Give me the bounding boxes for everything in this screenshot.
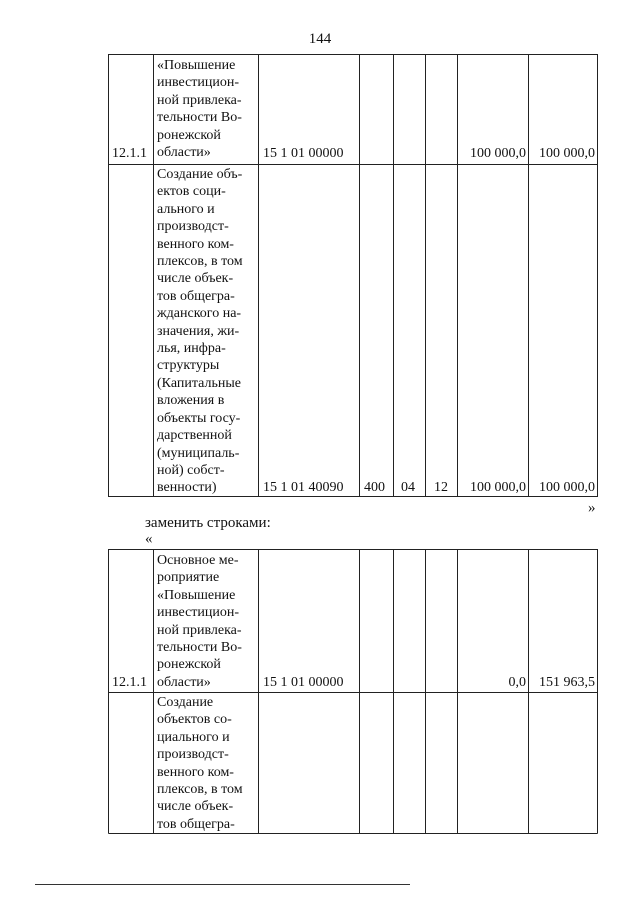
closing-quote: » [588,500,596,516]
new-row-1-name: Основное ме- роприятие «Повышение инвестицион- ной привлека- тельности Во- ронежской области» [157,553,242,690]
old-row-2-classification: 15 1 01 40090 [263,480,344,495]
old-row-1-code: 12.1.1 [112,146,147,161]
old-row-1-value-2: 100 000,0 [539,146,595,161]
new-row-1-code: 12.1.1 [112,675,147,690]
page-number: 144 [308,31,332,47]
old-row-1-name: «Повышение инвестицион- ной привлека- тельности Во- ронежской области» [157,58,242,161]
old-row-2-rz: 04 [401,480,415,495]
replace-instruction: заменить строками: [145,515,271,531]
old-row-2-grbs: 400 [364,480,385,495]
old-row-2-pr: 12 [434,480,448,495]
new-row-1-value-2: 151 963,5 [539,675,595,690]
new-row-2-name: Создание объектов со- циального и производст- венного ком- плексов, в том числе объек- тов общегра- [157,695,243,832]
old-row-2-value-1: 100 000,0 [470,480,526,495]
new-row-1-value-1: 0,0 [508,675,526,690]
old-row-1-classification: 15 1 01 00000 [263,146,344,161]
opening-quote: « [145,531,153,547]
new-row-1-classification: 15 1 01 00000 [263,675,344,690]
old-row-2-name: Создание объ- ектов соци- ального и производст- венного ком- плексов, в том числе объек- тов общегра- жданского на- значения, жи- лья, инфра- структуры (Капитальные вложения в объекты госу- дарственной (муниципаль- ной) собст- венности) [157,167,243,496]
old-row-1-value-1: 100 000,0 [470,146,526,161]
old-row-2-value-2: 100 000,0 [539,480,595,495]
